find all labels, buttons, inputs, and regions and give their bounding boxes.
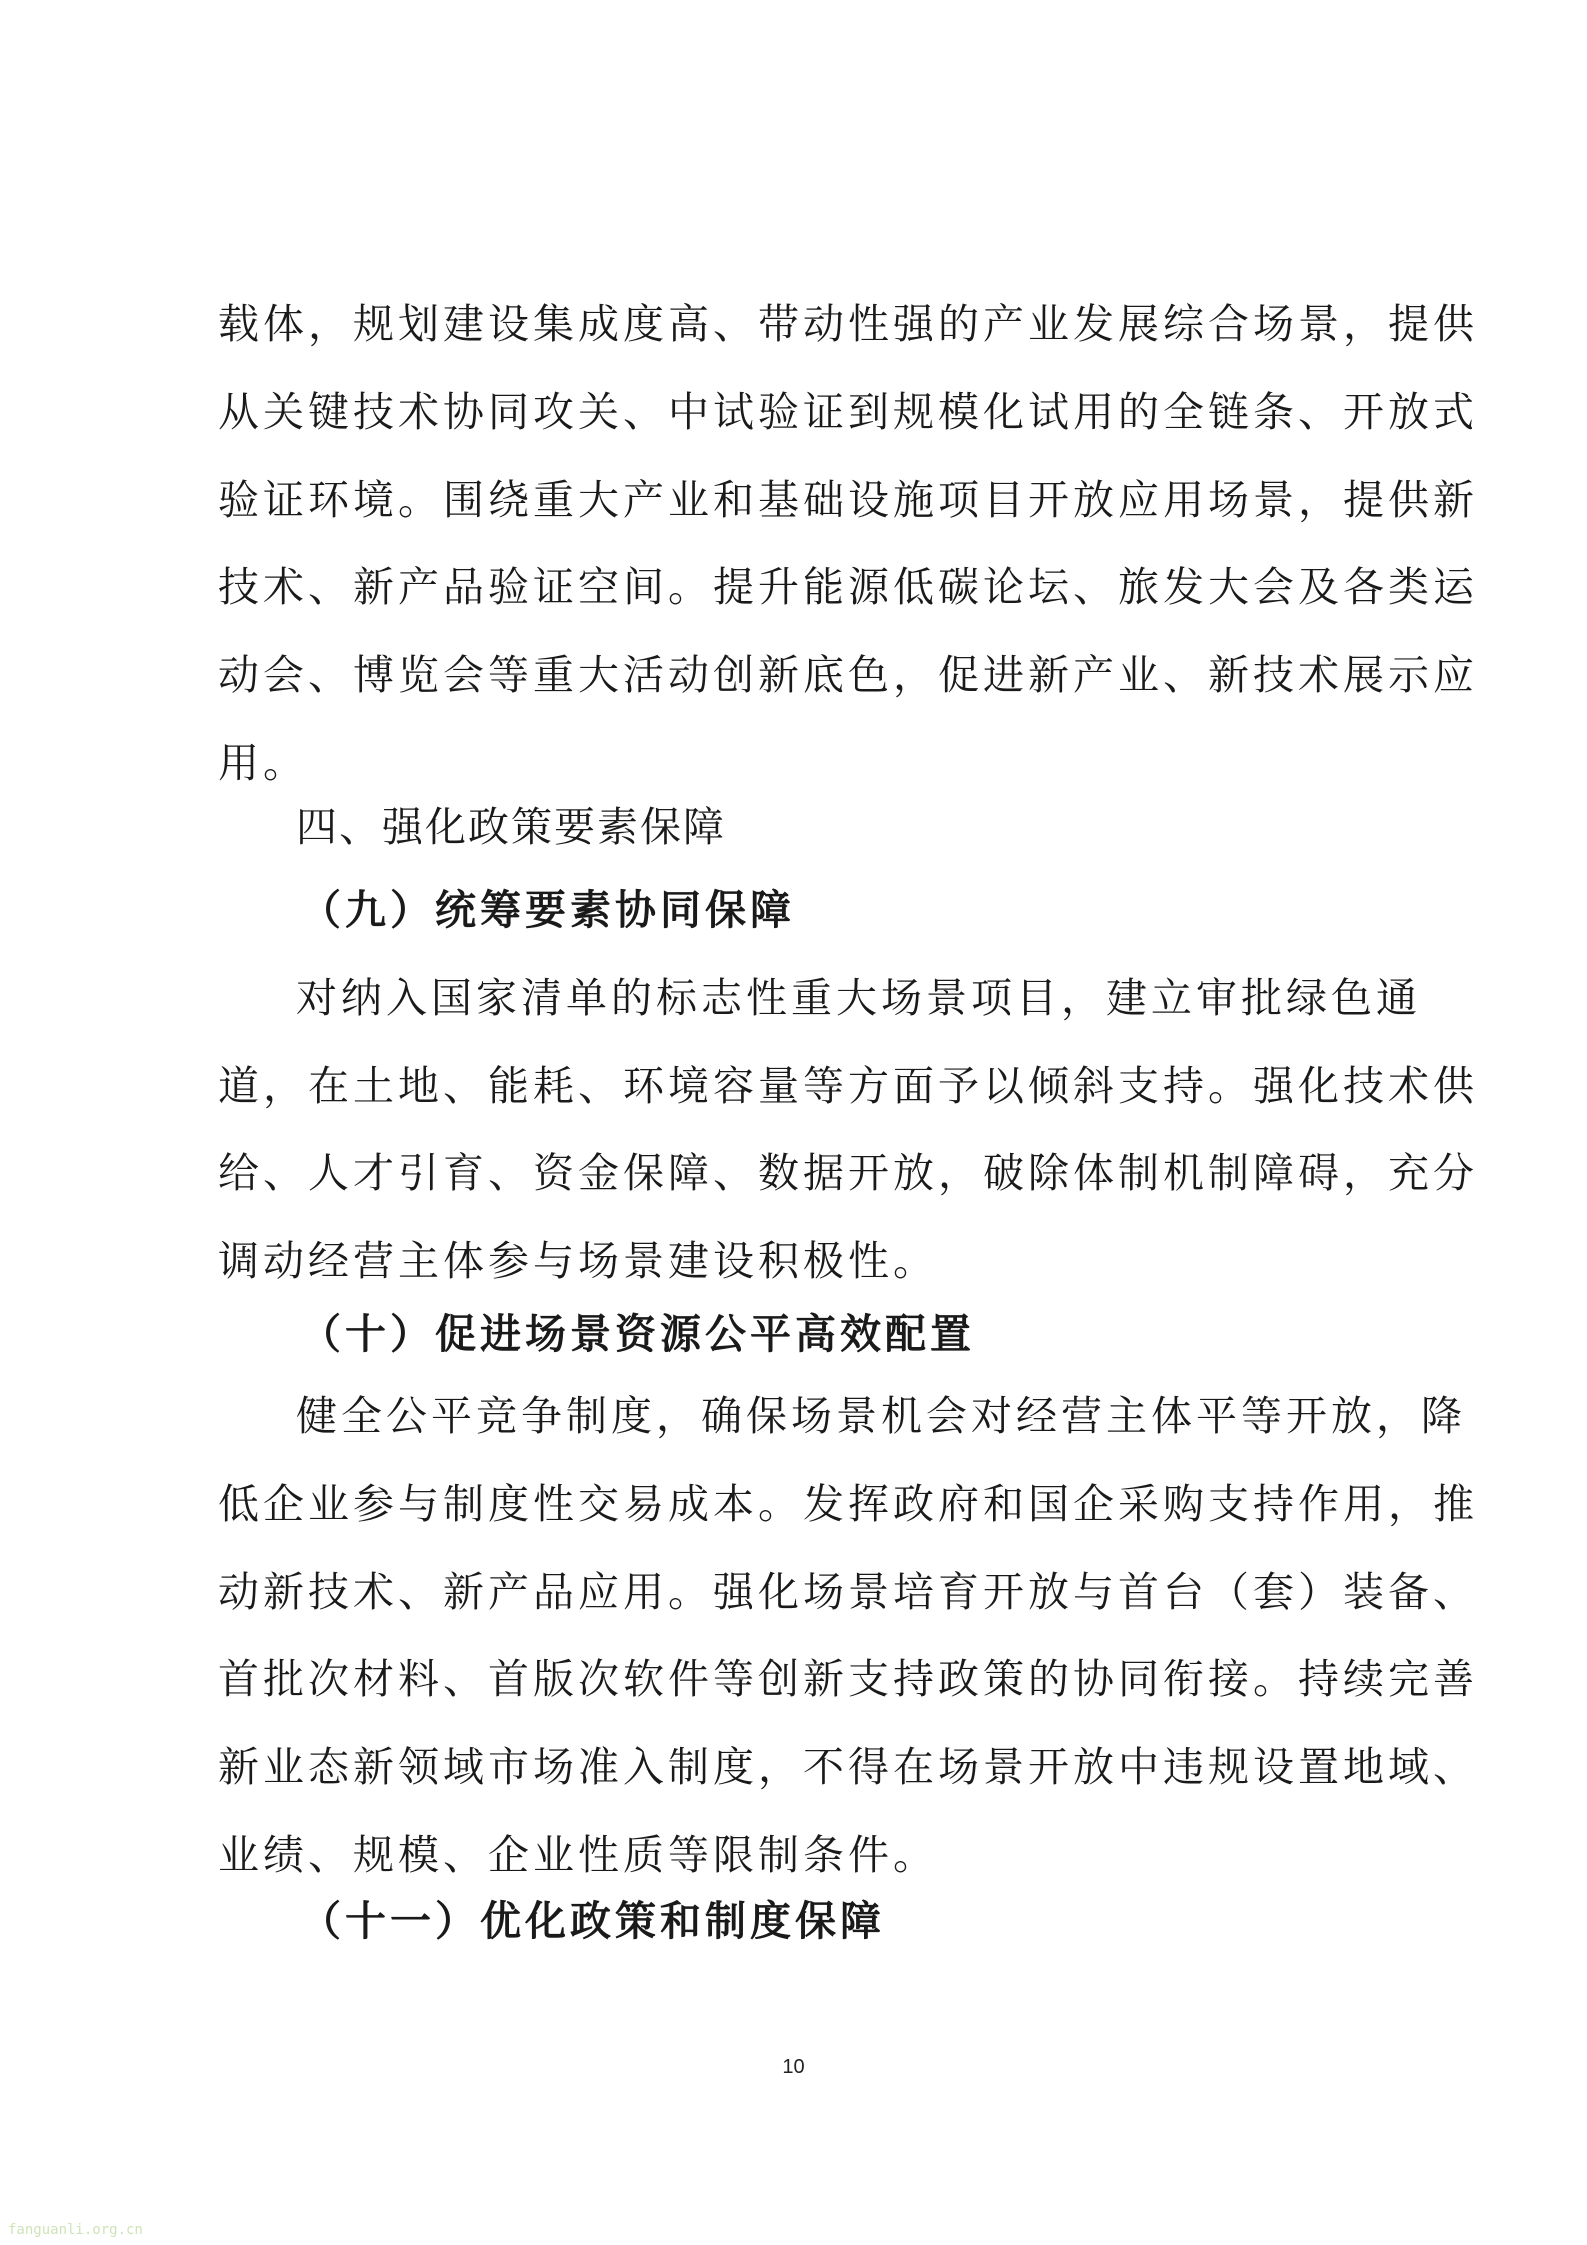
paragraph-line: 业绩、规模、企业性质等限制条件。 [218,1831,938,1879]
paragraph-line: 健全公平竞争制度，确保场景机会对经营主体平等开放，降 [296,1392,1466,1440]
paragraph-line: 调动经营主体参与场景建设积极性。 [218,1237,938,1285]
paragraph-line: 从关键技术协同攻关、中试验证到规模化试用的全链条、开放式 [218,388,1478,436]
paragraph-line: 新业态新领域市场准入制度，不得在场景开放中违规设置地域、 [218,1743,1478,1791]
paragraph-line: 动会、博览会等重大活动创新底色，促进新产业、新技术展示应 [218,651,1478,699]
paragraph-line: 验证环境。围绕重大产业和基础设施项目开放应用场景，提供新 [218,476,1478,524]
paragraph-line: 低企业参与制度性交易成本。发挥政府和国企采购支持作用，推 [218,1480,1478,1528]
section-heading: 四、强化政策要素保障 [296,803,726,851]
paragraph-line: 载体，规划建设集成度高、带动性强的产业发展综合场景，提供 [218,300,1478,348]
watermark-text: fanguanli.org.cn [8,2222,143,2238]
paragraph-line: 技术、新产品验证空间。提升能源低碳论坛、旅发大会及各类运 [218,563,1478,611]
paragraph-line: 道，在土地、能耗、环境容量等方面予以倾斜支持。强化技术供 [218,1062,1478,1110]
paragraph-line: 用。 [218,739,308,787]
subsection-heading: （十）促进场景资源公平高效配置 [300,1310,975,1358]
page-number: 10 [782,2056,805,2078]
paragraph-line: 首批次材料、首版次软件等创新支持政策的协同衔接。持续完善 [218,1655,1478,1703]
paragraph-line: 给、人才引育、资金保障、数据开放，破除体制机制障碍，充分 [218,1149,1478,1197]
subsection-heading: （九）统筹要素协同保障 [300,886,795,934]
subsection-heading: （十一）优化政策和制度保障 [300,1897,885,1945]
paragraph-line: 动新技术、新产品应用。强化场景培育开放与首台（套）装备、 [218,1568,1478,1616]
paragraph-line: 对纳入国家清单的标志性重大场景项目，建立审批绿色通 [296,974,1421,1022]
